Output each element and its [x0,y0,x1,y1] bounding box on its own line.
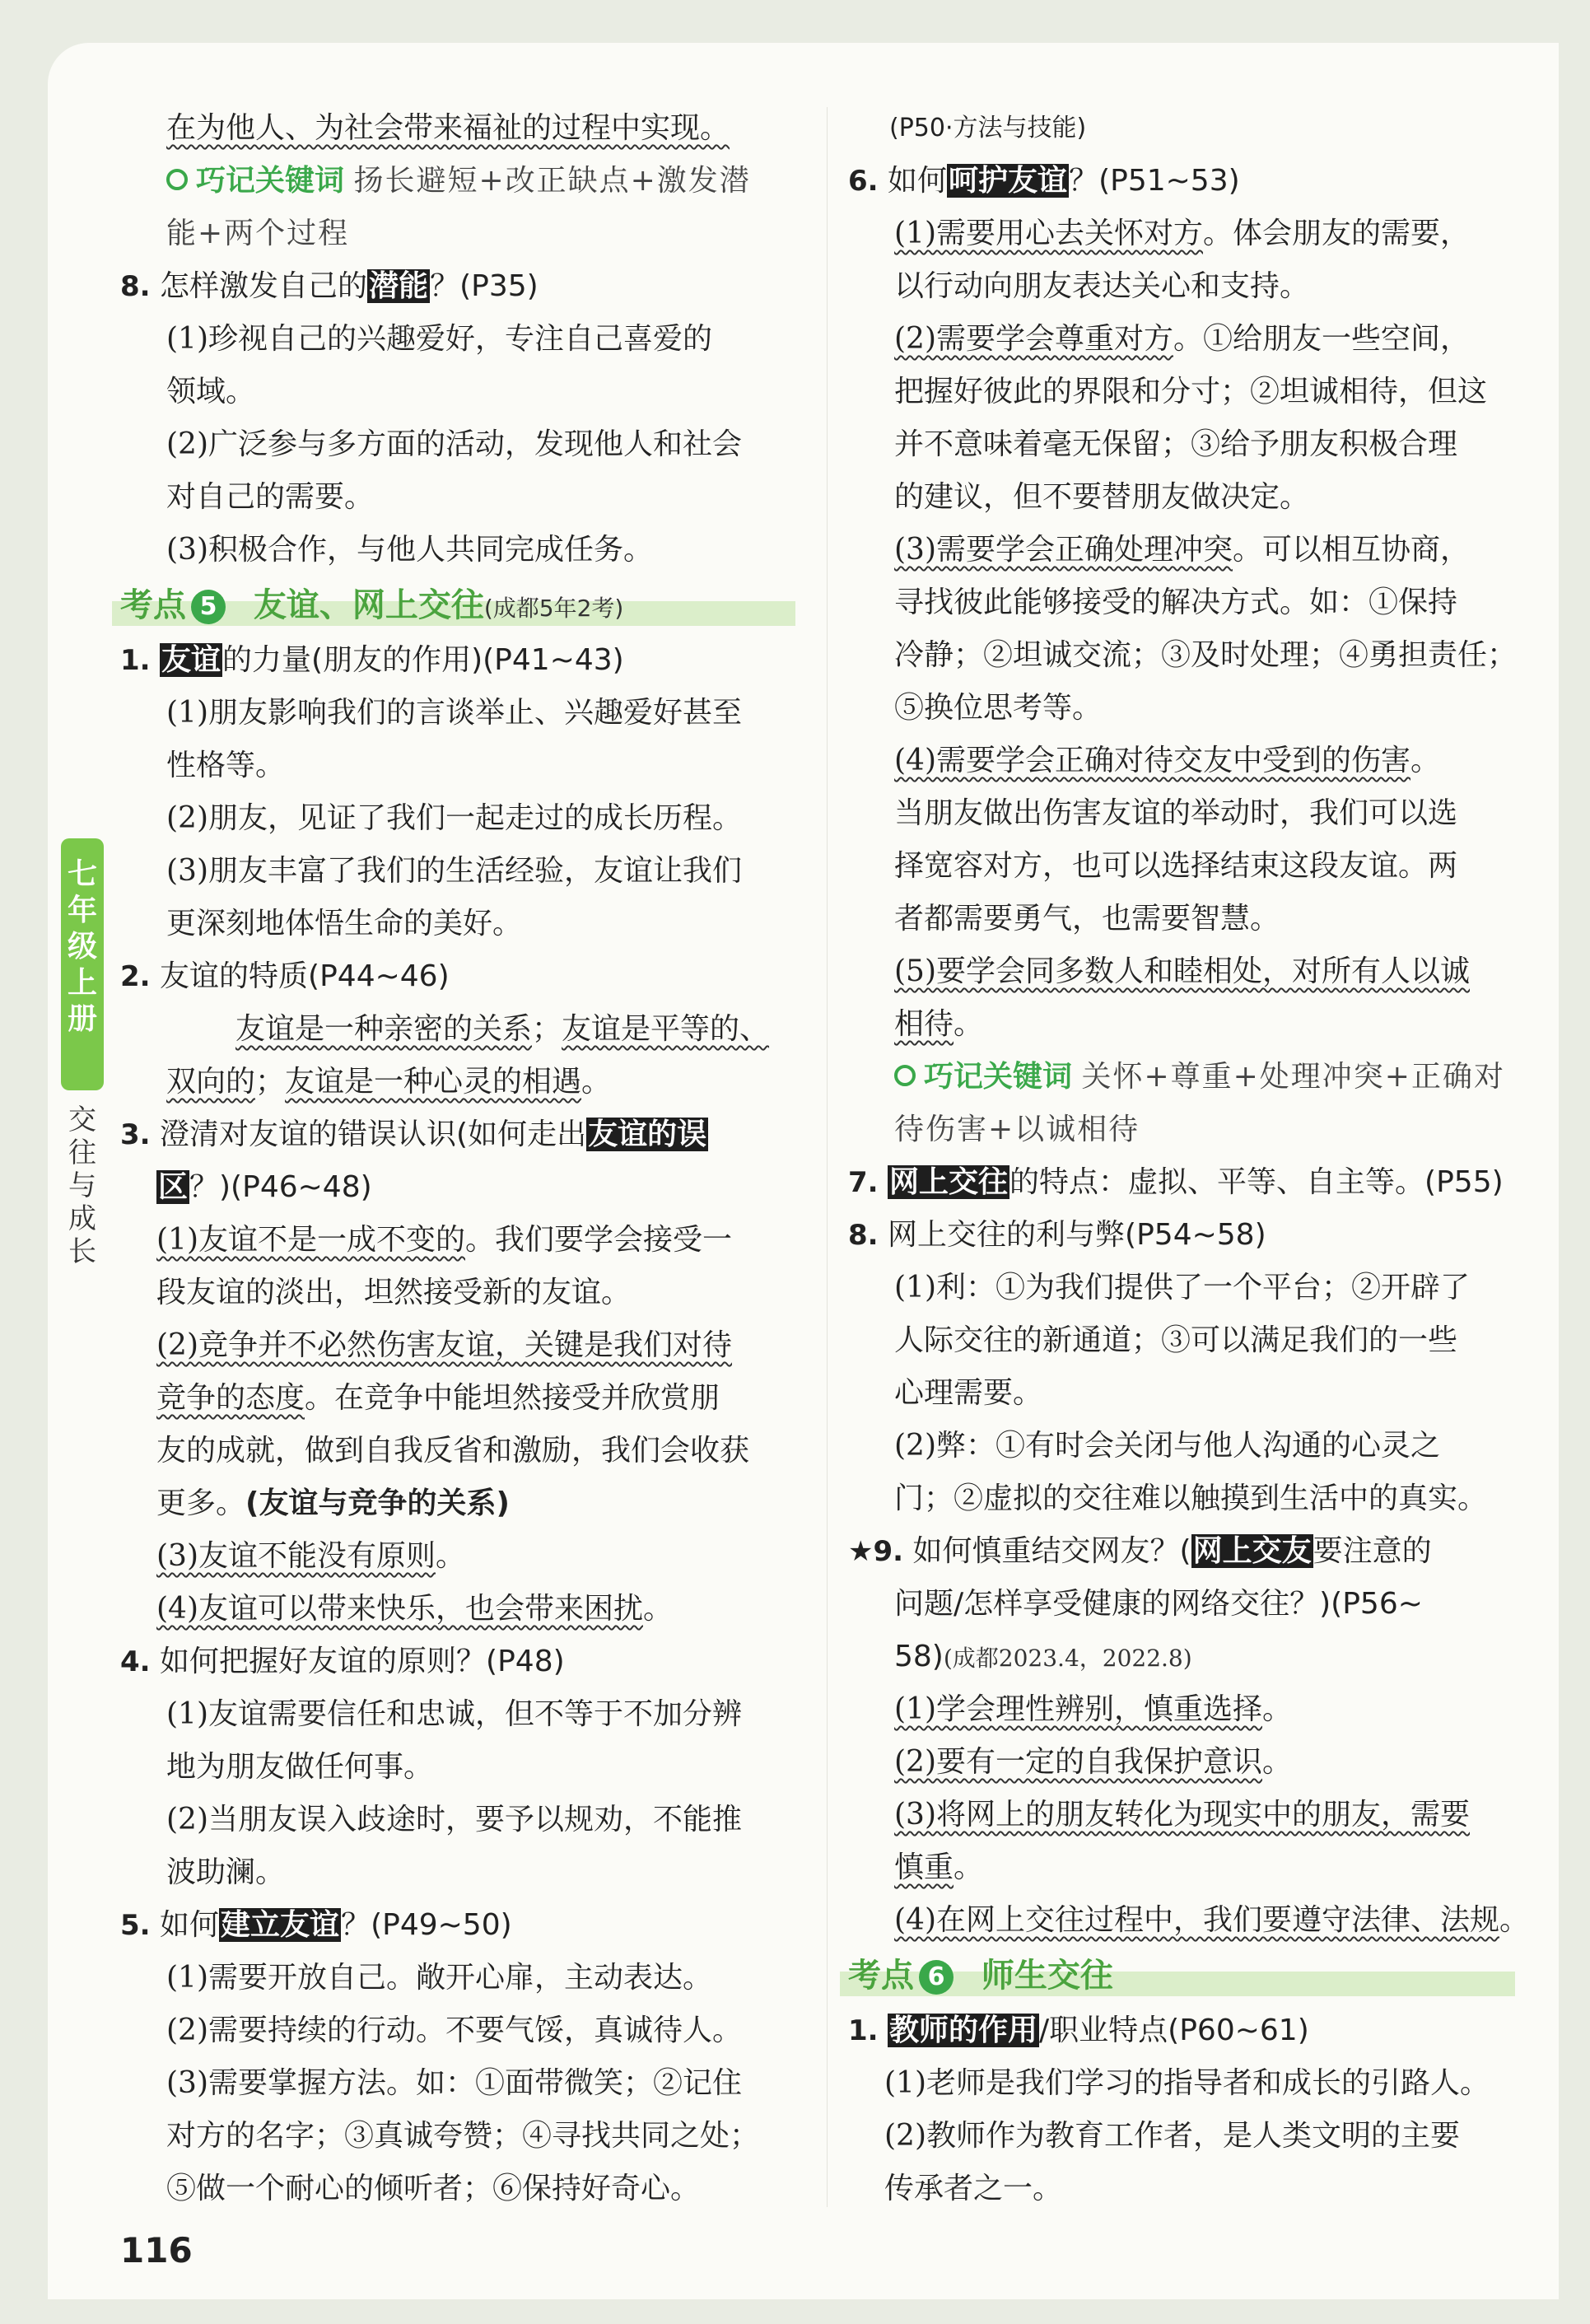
key-phrase: 竞争的态度 [156,1381,305,1415]
key-phrase: 慎重 [894,1850,954,1884]
text-line: 把握好彼此的界限和分寸；②坦诚相待，但这 [894,375,1488,408]
text: 。在竞争中能坦然接受并欣赏朋 [305,1381,720,1415]
text-line: 性格等。 [166,749,286,782]
text-line: 冷静；②坦诚交流；③及时处理；④勇担责任； [894,638,1518,672]
grade-char: 级 [67,930,97,964]
topic-title: 友谊、网上交往 [253,586,484,624]
text-line: 当朋友做出伤害友谊的举动时，我们可以选 [894,796,1458,830]
mnemonic-text: 能+两个过程 [166,217,350,250]
highlight-term: 友谊 [161,643,221,677]
question-number: 6. [848,165,879,198]
text-line: 的建议，但不要替朋友做决定。 [894,480,1310,514]
punct: ； [532,1012,562,1046]
punct: 。 [1499,1903,1530,1937]
key-phrase: (4)在网上交往过程中，我们要遵守法律、法规 [894,1903,1499,1937]
text-line: 波助澜。 [166,1855,286,1889]
text-line: (1)友谊需要信任和忠诚，但不等于不加分辨 [166,1697,742,1731]
punct: 。 [1262,1745,1293,1779]
text-line: ⑤换位思考等。 [894,691,1103,725]
unit-label [61,1104,104,1268]
question-number: 7. [848,1166,879,1199]
key-phrase: (1)需要用心去关怀对方 [894,217,1203,250]
question-text: 怎样激发自己的 [160,269,368,303]
question-3 [120,1108,804,1161]
text-line: 以行动向朋友表达关心和支持。 [894,269,1310,303]
grade-tab-label [61,856,104,1038]
text: 。①给朋友一些空间， [1173,322,1471,356]
question-text: ？)(P46~48) [189,1170,372,1204]
text: 更多。 [156,1486,246,1520]
key-phrase: (2)要有一定的自我保护意识 [894,1745,1262,1779]
exam-note: (成都2023.4，2022.8) [943,1645,1192,1672]
text-line: 人际交往的新通道；③可以满足我们的一些 [894,1323,1458,1357]
question-text: 的力量(朋友的作用)(P41~43) [222,643,624,677]
left-column [120,102,804,2215]
text-line: ⑤做一个耐心的倾听者；⑥保持好奇心。 [166,2172,701,2205]
text-line: (3)将网上的朋友转化为现实中的朋友，需要 [894,1798,1470,1832]
highlight-term: 教师的作用 [889,2014,1038,2047]
topic-title: 师生交往 [981,1957,1113,1995]
question-number: 1. [120,644,151,677]
question-number: 5. [120,1909,151,1942]
punct: 。 [954,1007,984,1041]
question-9-cont [848,1631,1523,1683]
mnemonic-label: 巧记关键词 [924,1060,1073,1094]
key-phrase: (1)学会理性辨别，慎重选择 [894,1692,1262,1726]
key-phrase: (3)友谊不能没有原则 [156,1539,436,1573]
question-9 [848,1525,1523,1578]
text: 。我们要学会接受一 [465,1223,733,1257]
text-line: (3)积极合作，与他人共同完成任务。 [166,533,653,567]
mnemonic-text: 待伤害+以诚相待 [894,1113,1140,1146]
punct: 。 [954,1850,984,1884]
punct: ； [255,1065,286,1099]
question-text: 澄清对友谊的错误认识(如何走出 [160,1118,587,1151]
text-line: (2)当朋友误入歧途时，要予以规劝，不能推 [166,1803,742,1836]
highlight-term: 区 [158,1170,189,1204]
text-line [120,1056,804,1108]
punct: 。 [581,1065,612,1099]
highlight-term: 建立友谊 [221,1908,340,1942]
question-text: 如何 [160,1908,220,1942]
text-line [848,1736,1523,1789]
mnemonic-label: 巧记关键词 [196,164,345,198]
topic-header-6 [848,1947,1523,2004]
location-pin-icon [894,1065,916,1086]
question-1 [120,634,804,687]
question-number: 4. [120,1645,151,1678]
question-number: 3. [120,1118,151,1151]
text-line: (P50·方法与技能) [889,114,1087,142]
text-line: 领域。 [166,375,256,408]
text-line: (1)需要开放自己。敞开心扉，主动表达。 [166,1961,712,1995]
question-text: /职业特点(P60~61) [1039,2014,1309,2047]
text-line: 择宽容对方，也可以选择结束这段友谊。两 [894,849,1458,883]
question-number: ★9. [848,1535,904,1568]
question-text: 如何慎重结交网友？( [912,1534,1191,1568]
key-phrase: (4)友谊可以带来快乐，也会带来困扰 [156,1592,643,1626]
question-9-cont: 问题/怎样享受健康的网络交往？)(P56~ [894,1587,1423,1621]
mnemonic-line [848,1051,1523,1104]
question-number: 8. [120,270,151,303]
question-text: ？(P51~53) [1069,164,1240,198]
text-line: (1)老师是我们学习的指导者和成长的引路人。 [884,2066,1490,2100]
punct: 。 [436,1539,466,1573]
text-line: (1)利：①为我们提供了一个平台；②开辟了 [894,1271,1470,1304]
text-line [848,998,1523,1051]
topic-header-5 [120,576,804,634]
text-line: (3)需要掌握方法。如：①面带微笑；②记住 [166,2066,742,2100]
topic-label: 考点 [848,1957,914,1995]
question-2 [120,950,804,1003]
question-text: 网上交往的利与弊(P54~58) [888,1218,1266,1252]
text-line: (2)朋友，见证了我们一起走过的成长历程。 [166,801,742,835]
topic-note: (成都5年2考) [483,595,624,622]
topic-number: 6 [919,1960,954,1995]
question-text: 的特点：虚拟、平等、自主等。(P55) [1009,1165,1504,1199]
grade-char: 册 [67,1002,97,1036]
text-line: 友的成就，做到自我反省和激励，我们会收获 [156,1434,750,1468]
question-8 [120,260,804,313]
text-line: 心理需要。 [894,1376,1043,1410]
key-phrase: 友谊是平等的、 [562,1012,770,1046]
question-4 [120,1636,804,1688]
text-line: (2)广泛参与多方面的活动，发现他人和社会 [166,427,742,461]
highlight-term: 呵护友谊 [949,164,1068,198]
punct: 。 [1410,744,1441,777]
text-line: (3)朋友丰富了我们的生活经验，友谊让我们 [166,854,742,888]
text-line [120,1372,804,1425]
text-line [120,1583,804,1636]
question-text: ？(P49~50) [341,1908,512,1942]
text-line: 对方的名字；③真诚夸赞；④寻找共同之处； [166,2119,760,2153]
grade-char: 年 [67,894,97,927]
unit-char: 与 [68,1169,96,1202]
question-number: 1. [848,2014,879,2047]
text-line: (2)竞争并不必然伤害友谊，关键是我们对待 [156,1328,732,1362]
right-column [848,102,1530,2215]
punct: 。 [643,1592,674,1626]
text-line [848,1683,1523,1736]
question-text: 友谊的特质(P44~46) [160,959,450,993]
text-line: 并不意味着毫无保留；③给予朋友积极合理 [894,427,1458,461]
text-line: (2)需要持续的行动。不要气馁，真诚待人。 [166,2014,742,2047]
text-line [120,1477,804,1530]
text-line [848,313,1523,366]
question-text: 如何 [888,164,948,198]
topic-number: 5 [191,590,226,624]
text-line: (2)弊：①有时会关闭与他人沟通的心灵之 [894,1429,1440,1463]
column-divider [827,107,828,2207]
unit-char: 长 [68,1235,96,1268]
text-line: (2)教师作为教育工作者，是人类文明的主要 [884,2119,1460,2153]
text-line: 段友谊的淡出，坦然接受新的友谊。 [156,1276,632,1309]
grade-char: 七 [67,857,97,891]
text-line [848,1894,1530,1947]
text-line: (1)珍视自己的兴趣爱好，专注自己喜爱的 [166,322,712,356]
key-phrase: (4)需要学会正确对待交友中受到的伤害 [894,744,1410,777]
unit-char: 往 [68,1136,96,1169]
text-line: 更深刻地体悟生命的美好。 [166,907,523,940]
text-line [848,208,1523,260]
key-phrase: (3)需要学会正确处理冲突 [894,533,1233,567]
text-line [120,1530,804,1583]
key-phrase: (1)友谊不是一成不变的 [156,1223,465,1257]
location-pin-icon [166,169,188,190]
text: 。体会朋友的需要， [1203,217,1471,250]
mnemonic-text: 扬长避短+改正缺点+激发潜 [353,164,751,198]
text-line: 在为他人、为社会带来福祉的过程中实现。 [166,111,730,145]
topic-label: 考点 [120,586,186,624]
text-line: 门；②虚拟的交往难以触摸到生活中的真实。 [894,1482,1488,1515]
punct: 。 [1262,1692,1293,1726]
text-line: 寻找彼此能够接受的解决方式。如：①保持 [894,586,1458,619]
highlight-term: 潜能 [369,269,429,303]
question-8 [848,1209,1523,1262]
text: 。可以相互协商， [1233,533,1471,567]
highlight-term: 网上交往 [889,1165,1009,1199]
text-line: 传承者之一。 [884,2172,1063,2205]
highlight-term: 友谊的误 [588,1118,707,1151]
text-line: (5)要学会同多数人和睦相处，对所有人以诚 [894,954,1470,988]
text-line [848,735,1523,787]
text-line [848,1841,1523,1894]
highlight-term: 网上交友 [1192,1534,1312,1568]
question-6 [848,155,1523,208]
mnemonic-text: 关怀+尊重+处理冲突+正确对 [1081,1060,1505,1094]
key-phrase: 相待 [894,1007,954,1041]
text-line: 对自己的需要。 [166,480,375,514]
question-text: 如何把握好友谊的原则？(P48) [160,1645,565,1678]
text-line [120,1003,804,1056]
unit-char: 交 [68,1104,96,1136]
text-line [848,524,1523,576]
question-text: 要注意的 [1313,1534,1432,1568]
mnemonic-line [120,155,804,208]
text-line: 地为朋友做任何事。 [166,1750,434,1784]
text-line: (1)朋友影响我们的言谈举止、兴趣爱好甚至 [166,696,742,730]
note: (友谊与竞争的关系) [245,1486,510,1520]
question-number: 8. [848,1219,879,1252]
key-phrase: (2)需要学会尊重对方 [894,322,1173,356]
text-line [120,1214,804,1267]
key-phrase: 友谊是一种亲密的关系 [235,1012,533,1046]
grade-char: 上 [67,966,97,1000]
page-number: 116 [120,2230,193,2270]
question-5 [120,1899,804,1952]
question-text: 58) [894,1640,944,1673]
question-7 [848,1156,1523,1209]
question-3-cont [120,1161,804,1214]
key-phrase: 友谊是一种心灵的相遇 [285,1065,582,1099]
question-6-1 [848,2004,1523,2057]
question-text: ？(P35) [430,269,539,303]
unit-char: 成 [68,1202,96,1235]
key-phrase: 双向的 [166,1065,256,1099]
text-line: 者都需要勇气，也需要智慧。 [894,902,1280,936]
question-number: 2. [120,960,151,993]
